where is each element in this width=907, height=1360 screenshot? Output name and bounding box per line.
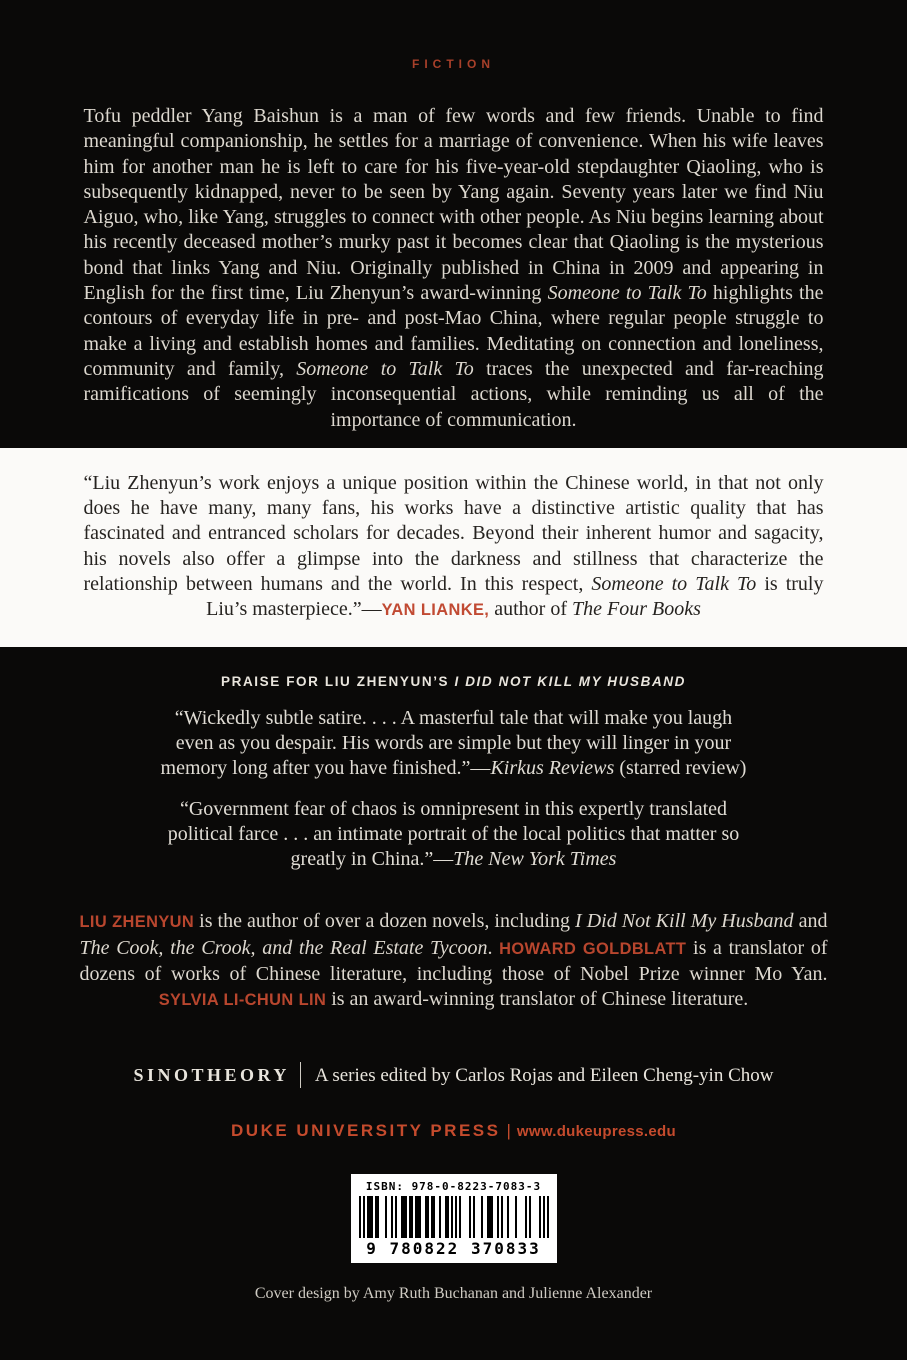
text-segment: author of	[489, 598, 572, 621]
barcode-space	[531, 1196, 539, 1238]
text-segment: “Wickedly subtle satire. . . . A masterful tale that will make you laugh	[174, 706, 733, 729]
barcode-space	[461, 1196, 469, 1238]
text-segment: Tofu peddler Yang Baishun is a man of few words and few friends. Unable to find meaningful companionship, he settles for a marriage of convenience. When his wife leaves him for another man he is left to care for his five-year-old stepdaughter Qiaoling, who is subsequently kidnapped, never to be seen by Yang again. Seventy years later we find Niu Aiguo, who, like Yang, struggles to connect with other people. As Niu begins learning about his recently deceased mother’s murky past it becomes clear that Qiaoling is the mysterious bond that links Yang and Niu. Originally published in China in 2009 and appearing in English for the first time, Liu Zhenyun’s award-winning	[83, 105, 824, 305]
series-name: SINOTHEORY	[133, 1064, 290, 1085]
text-segment: highlights the contours of everyday life in pre- and post-Mao China, where regular people struggle to make a living and establish homes and families. Meditating on connection and loneliness, community and family,	[83, 282, 824, 380]
quote-line	[129, 706, 779, 731]
text-segment: even as you despair. His words are simple but they will linger in your	[175, 731, 732, 754]
publisher-name: DUKE UNIVERSITY PRESS	[231, 1120, 501, 1140]
text-segment: YAN LIANKE,	[381, 601, 490, 620]
text-segment: “Liu Zhenyun’s work enjoys a unique position within the Chinese world, in that not only does he have many, many fans, his works have a distinctive artistic quality that has fascinated and entranced scholars for decades. Beyond their inherent humor and sagacity, his novels also offer a glimpse into the darkness and stillness that characterize the relationship between humans and the world. In this respect,	[83, 471, 824, 596]
cover-design-credit: Cover design by Amy Ruth Buchanan and Julienne Alexander	[254, 1284, 653, 1302]
text-segment: political farce . . . an intimate portrait of the local politics that matter so	[167, 822, 740, 845]
text-segment: is the author of over a dozen novels, including	[194, 910, 575, 933]
genre-label: FICTION	[412, 57, 495, 71]
text-segment: Someone to Talk To	[296, 357, 474, 380]
series-description: A series edited by Carlos Rojas and Eileen Cheng-yin Chow	[314, 1064, 774, 1086]
text-segment: The Cook, the Crook, and the Real Estate Tycoon	[79, 936, 488, 959]
text-segment: Someone to Talk To	[547, 282, 707, 305]
barcode-isbn-label: ISBN: 978-0-8223-7083-3	[365, 1179, 542, 1193]
text-segment: HOWARD GOLDBLATT	[499, 939, 687, 958]
text-segment: The New York Times	[453, 848, 617, 871]
text-segment: traces the unexpected and far-reaching ramifications of seemingly inconsequential actions, while reminding us all of the importance of communication.	[83, 357, 824, 431]
text-segment: Someone to Talk To	[591, 573, 757, 596]
barcode-number: 9 780822 370833	[366, 1238, 541, 1258]
pull-quote	[84, 471, 824, 624]
text-segment: PRAISE FOR LIU ZHENYUN’S	[220, 673, 455, 689]
contributor-bio	[80, 909, 828, 1013]
review-quote-kirkus	[129, 706, 779, 782]
quote-line	[129, 731, 779, 756]
text-segment: LIU ZHENYUN	[79, 913, 195, 932]
publisher-line	[0, 1121, 907, 1141]
praise-heading	[0, 674, 907, 689]
text-segment: SYLVIA LI-CHUN LIN	[158, 991, 327, 1010]
quote-line	[129, 756, 779, 781]
text-segment: is truly Liu’s masterpiece.”—	[206, 573, 824, 621]
series-divider-bar	[300, 1062, 301, 1088]
pull-quote-band	[0, 448, 907, 647]
text-segment: I Did Not Kill My Husband	[575, 910, 794, 933]
quote-line	[129, 822, 779, 847]
text-segment: (starred review)	[614, 757, 747, 780]
barcode-bar	[547, 1196, 549, 1238]
publisher-divider: |	[506, 1120, 511, 1140]
text-segment: and	[793, 910, 828, 933]
review-quote-nyt	[129, 797, 779, 873]
text-segment: memory long after you have finished.”—	[160, 757, 491, 780]
text-segment: is an award-winning translator of Chinese literature.	[326, 988, 749, 1011]
text-segment: .	[487, 936, 500, 959]
text-segment: Kirkus Reviews	[490, 757, 615, 780]
quote-line	[129, 847, 779, 872]
book-description	[84, 104, 824, 433]
barcode	[351, 1174, 557, 1263]
barcode-space	[517, 1196, 525, 1238]
text-segment: greatly in China.”—	[290, 848, 454, 871]
text-segment: The Four Books	[572, 598, 701, 621]
text-segment: is a translator of dozens of works of Chinese literature, including those of Nobel Prize winner Mo Yan.	[79, 936, 828, 986]
barcode-bars	[358, 1196, 550, 1238]
quote-line	[129, 797, 779, 822]
text-segment: “Government fear of chaos is omnipresent in this expertly translated	[179, 797, 728, 820]
publisher-url: www.dukeupress.edu	[516, 1122, 676, 1140]
series-line	[0, 1062, 907, 1088]
text-segment: I DID NOT KILL MY HUSBAND	[454, 673, 687, 689]
